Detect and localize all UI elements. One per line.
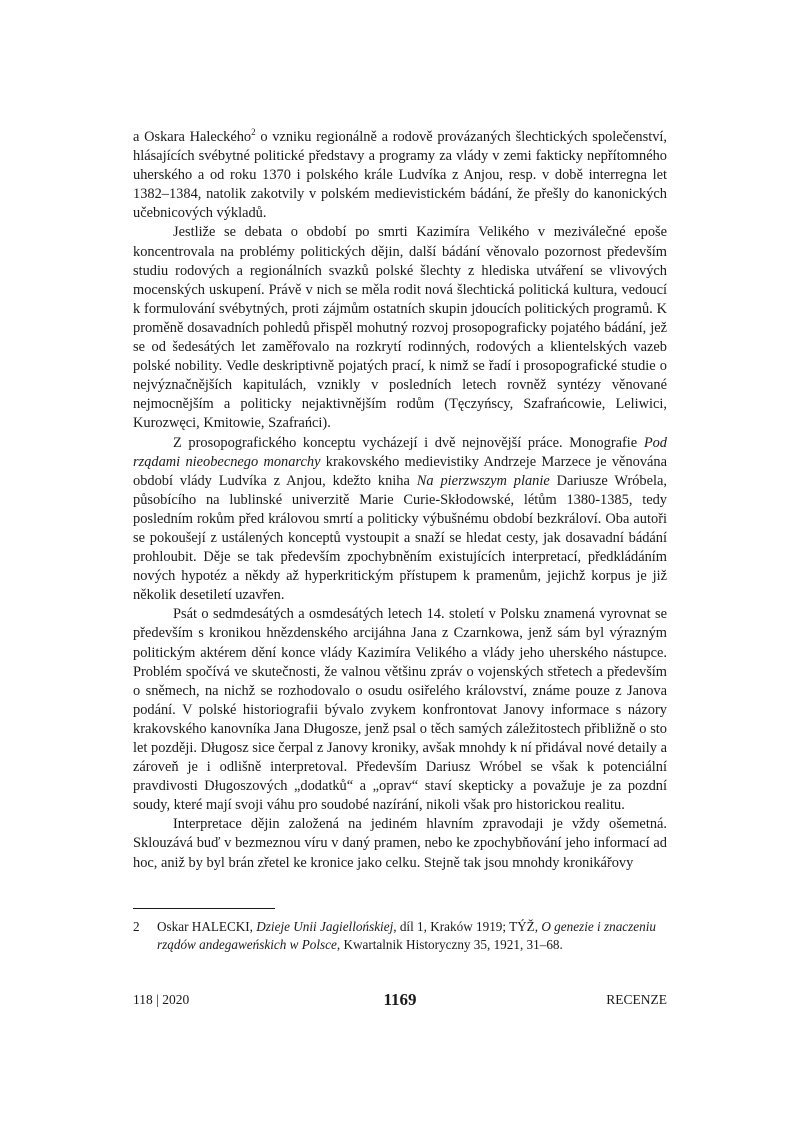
journal-issue: 118 | 2020 bbox=[133, 992, 190, 1007]
paragraph-3-part-2: krakovského medievistiky Andrzeje Marzece je věnována období vlády Ludvíka z Anjou, kdežto kniha bbox=[133, 453, 667, 489]
footnote-number: 2 bbox=[133, 919, 140, 934]
footnote-details-1: , díl 1, Kraków 1919; TÝŽ, bbox=[393, 919, 542, 934]
body-text bbox=[133, 128, 667, 873]
paragraph-1 bbox=[133, 128, 667, 223]
paragraph-5: Interpretace dějin založená na jediném hlavním zpravodaji je vždy ošemetná. Sklouzává buď v bezmeznou víru v daný pramen, nebo ke zpochybňování jeho informací ad hoc, aniž by byl brán zřetel ke kronice jako celku. Stejně tak jsou mnohdy kronikářovy bbox=[133, 816, 667, 871]
paragraph-3 bbox=[133, 434, 667, 606]
footnote-author: Oskar HALECKI, bbox=[157, 919, 257, 934]
paragraph-3-part-3: Dariusze Wróbela, působícího na lublinské univerzitě Marie Curie-Skłodowské, létům 1380-1385, tedy posledním rokům před královou smrtí a politicky výbušnému období bezkráloví. Oba autoři se pokoušejí z ustálených konceptů vystoupit a snaží se hledat cesty, jak dosavadní bádání prohloubit. Děje se tak především zpochybněním existujících interpretací, předkládáním nových hypotéz a někdy až hyperkritickým přístupem k pramenům, jejichž korpus je již několik desetiletí uzavřen. bbox=[133, 472, 667, 604]
paragraph-3-part-1: Z prosopografického konceptu vycházejí i dvě nejnovější práce. Monografie bbox=[173, 434, 644, 451]
footnote-2 bbox=[133, 918, 667, 954]
footnote-details-2: , Kwartalnik Historyczny 35, 1921, 31–68. bbox=[336, 937, 563, 952]
paragraph-1-start: a Oskara Haleckého bbox=[133, 129, 252, 145]
footnote-divider bbox=[133, 908, 275, 909]
paragraph-4: Psát o sedmdesátých a osmdesátých letech 14. století v Polsku znamená vyrovnat se především s kronikou hnězdenského arcijáhna Jana z Czarnkowa, jenž sám byl výrazným politickým aktérem dění konce vlády Kazimíra Velikého a vlády jeho uherského nástupce. Problém spočívá ve skutečnosti, že valnou většinu zpráv o vojenských střetech a především o sněmech, na nichž se rozhodovalo o osudu osiřelého království, známe pouze z Janova podání. V polské historiografii bývalo zvykem konfrontovat Janovy informace s názory krakovského kanovníka Jana Długosze, jenž psal o těch samých záležitostech přibližně o sto let později. Długosz sice čerpal z Janovy kroniky, avšak mnohdy k ní přidával nové detaily a zároveň je i odlišně interpretoval. Především Dariusz Wróbel se však k potenciální pravdivosti Długoszových „dodatků“ a „oprav“ staví skepticky a považuje je za pozdní soudy, které mají svoji váhu pro soudobé nazírání, nikoli však pro historickou realitu. bbox=[133, 606, 667, 814]
section-name: RECENZE bbox=[606, 992, 667, 1007]
book-title-pod-rzadami: Pod rządami nieobecnego monarchy bbox=[133, 434, 667, 470]
footnote-text bbox=[157, 918, 667, 954]
footnote-reference: 2 bbox=[251, 127, 256, 138]
paragraph-1-rest: o vzniku regionálně a rodově provázaných šlechtických společenství, hlásajících svébytné politické představy a programy za vlády v zemi fakticky nepřítomného uherského a od roku 1370 i polského krále Ludvíka z Anjou, resp. v době interregna let 1382–1384, natolik zakotvily v polském medievistickém bádání, že přešly do kanonických učebnicových výkladů. bbox=[133, 129, 667, 222]
footnote-title-1: Dzieje Unii Jagiellońskiej bbox=[256, 919, 394, 934]
page-number: 1169 bbox=[383, 990, 417, 1009]
paragraph-2: Jestliže se debata o období po smrti Kazimíra Velikého v meziválečné epoše koncentrovala na problémy politických dějin, další bádání věnovalo pozornost především studiu rodových a regionálních svazků polské šlechty z hlediska utváření se vlivových mocenských uskupení. Právě v nich se měla rodit nová šlechtická politická kultura, vedoucí k formulování svébytných, proti zájmům ostatních skupin jdoucích politických programů. K proměně dosavadních pohledů přispěl mohutný rozvoj prosopograficky pojatého bádání, jež se od šedesátých let zaměřovalo na rozkrytí rodinných, rodových a klientelských vazeb polské nobility. Vedle deskriptivně pojatých prací, k nimž se řadí i prosopografické studie o nejvýznačnějších kapitulách, vznikly v posledních letech rovněž syntézy věnované nejmocnějším a politicky nejaktivnějším rodům (Tęczyńscy, Szafrańcowie, Leliwici, Kurozwęci, Kmitowie, Szafrańci). bbox=[133, 224, 667, 432]
page-footer bbox=[133, 990, 667, 1012]
book-title-na-pierzwszym-planie: Na pierzwszym planie bbox=[416, 472, 550, 489]
footnote-title-2: O genezie i znaczeniu rządów andegaweńskich w Polsce bbox=[157, 919, 656, 952]
